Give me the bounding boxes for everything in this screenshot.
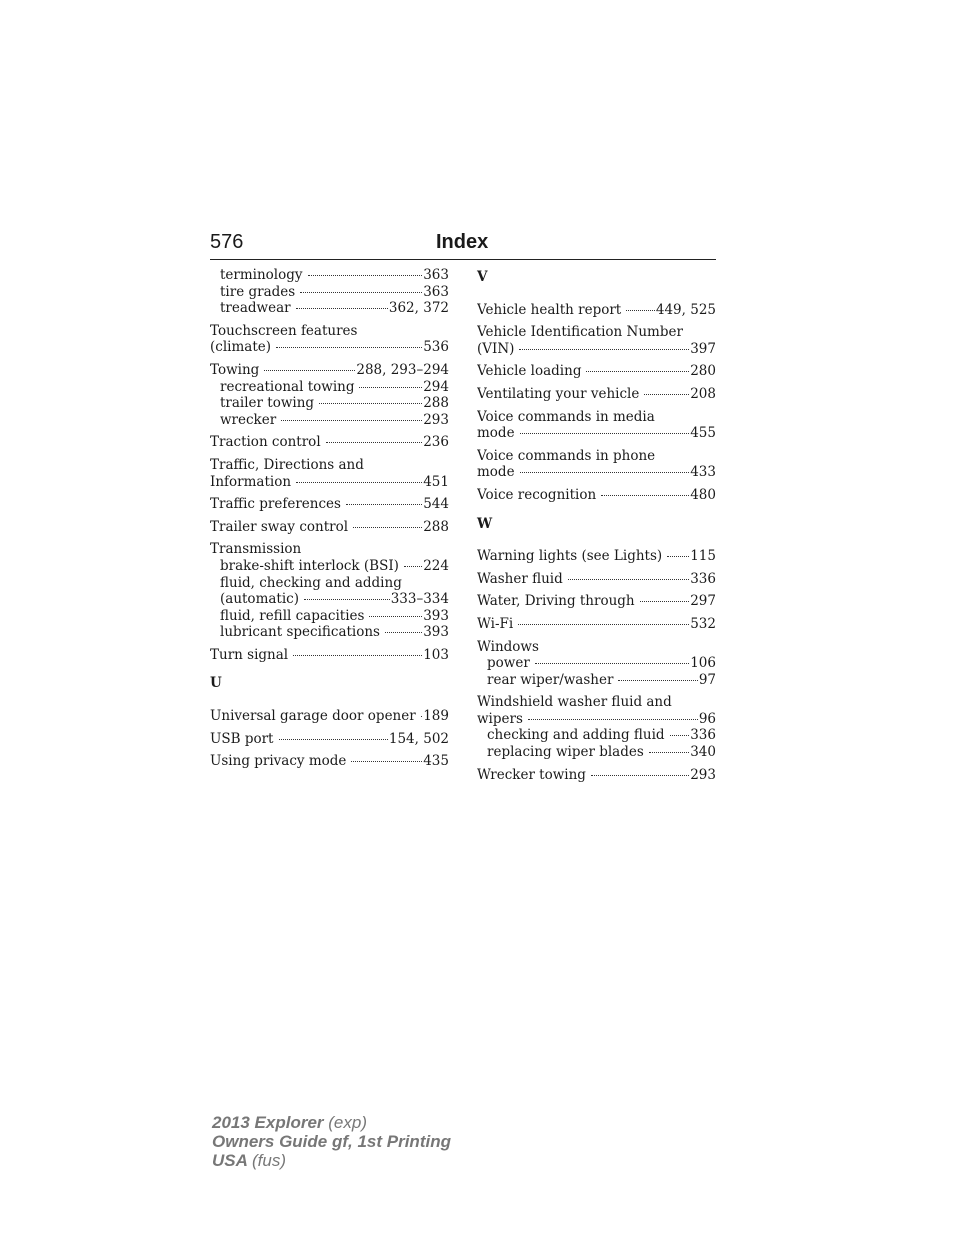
page-ref[interactable]: 544 [423,496,449,513]
page-ref[interactable]: 288, 293–294 [356,361,449,378]
page-ref[interactable]: 208 [690,385,716,402]
index-entry-usb-port: USB port 154, 502 [210,730,449,747]
index-entry-voice-phone: Voice commands in phone mode 433 [477,447,716,481]
index-entry-windshield: Windshield washer fluid and wipers 96 checking and adding fluid 336 replacing wiper blades 340 [477,694,716,761]
page-number: 576 [210,231,244,253]
index-entry-ventilating: Ventilating your vehicle 208 [477,385,716,402]
page-ref[interactable]: 293 [690,766,716,783]
page-header [210,230,716,260]
index-subentry: power 106 [487,655,716,672]
index-entry-windows: Windows power 106 rear wiper/washer 97 [477,638,716,688]
page-ref[interactable]: 336 [690,570,716,587]
page-ref[interactable]: 280 [690,363,716,380]
index-subentry: replacing wiper blades 340 [487,744,716,761]
page-ref[interactable]: 115 [690,548,716,565]
page-ref[interactable]: 433 [690,464,716,481]
page-ref[interactable]: 397 [690,340,716,357]
page-ref[interactable]: 96 [698,710,716,727]
page-ref[interactable]: 340 [690,744,716,761]
page-ref[interactable]: 288 [423,518,449,535]
index-entry-traffic-info: Traffic, Directions and Information 451 [210,456,449,490]
document-footer [212,1113,451,1170]
page-ref[interactable]: 393 [423,624,449,641]
index-subentry: treadwear 362, 372 [220,300,449,317]
index-subentry: (automatic) 333–334 [220,591,449,608]
index-entry-privacy-mode: Using privacy mode 435 [210,753,449,770]
index-entry-tires-continued [210,267,449,317]
index-subentry: fluid, refill capacities 393 [220,607,449,624]
index-subentry: brake-shift interlock (BSI) 224 [220,557,449,574]
index-subentry: trailer towing 288 [220,395,449,412]
page-ref[interactable]: 532 [690,615,716,632]
index-subentry: checking and adding fluid 336 [487,727,716,744]
page-ref[interactable]: 297 [690,593,716,610]
index-subentry: recreational towing 294 [220,378,449,395]
section-letter-w: W [477,515,493,532]
index-entry-wifi: Wi-Fi 532 [477,615,716,632]
page-ref[interactable]: 480 [690,486,716,503]
page-ref[interactable]: 451 [423,473,449,490]
footer-market-code: (fus) [252,1151,286,1170]
index-entry-trailer-sway: Trailer sway control 288 [210,518,449,535]
section-letter-u: U [210,675,222,692]
page-ref[interactable]: 189 [423,708,449,725]
page-ref[interactable]: 435 [423,753,449,770]
footer-model: 2013 Explorer [212,1113,324,1132]
index-subentry: wrecker 293 [220,411,449,428]
index-entry-vehicle-loading: Vehicle loading 280 [477,363,716,380]
index-subentry: rear wiper/washer 97 [487,671,716,688]
index-entry-wrecker-towing: Wrecker towing 293 [477,766,716,783]
page-ref[interactable]: 103 [423,646,449,663]
index-column-right [477,267,716,789]
page-ref[interactable]: 97 [698,671,716,688]
page-ref[interactable]: 455 [690,425,716,442]
index-entry-towing: Towing 288, 293–294 recreational towing 294 trailer towing 288 wrecker 293 [210,361,449,428]
index-subentry: terminology 363 [220,267,449,283]
index-entry-vehicle-health: Vehicle health report 449, 525 [477,301,716,318]
index-entry-water-driving: Water, Driving through 297 [477,593,716,610]
page-ref[interactable]: 293 [423,411,449,428]
index-subentry: lubricant specifications 393 [220,624,449,641]
index-entry-garage-door: Universal garage door opener 189 [210,708,449,725]
page-ref[interactable]: 536 [423,339,449,356]
page-ref[interactable]: 449, 525 [655,301,716,318]
index-entry-washer-fluid: Washer fluid 336 [477,570,716,587]
page-ref[interactable]: 224 [423,557,449,574]
page-ref[interactable]: 106 [690,655,716,672]
index-entry-voice-media: Voice commands in media mode 455 [477,408,716,442]
page-ref[interactable]: 363 [423,283,449,300]
index-entry-vin: Vehicle Identification Number (VIN) 397 [477,324,716,357]
footer-market: USA [212,1151,248,1170]
page-ref[interactable]: 294 [423,378,449,395]
index-entry-touchscreen: Touchscreen features (climate) 536 [210,322,449,356]
index-entry-voice-recognition: Voice recognition 480 [477,486,716,503]
index-column-left [210,267,449,776]
index-entry-traction-control: Traction control 236 [210,434,449,451]
page-ref[interactable]: 288 [423,395,449,412]
footer-model-code: (exp) [328,1113,367,1132]
section-letter-v: V [477,269,488,285]
index-entry-turn-signal: Turn signal 103 [210,646,449,663]
page-ref[interactable]: 393 [423,607,449,624]
page-title: Index [436,231,489,253]
page-ref[interactable]: 333–334 [390,591,449,608]
footer-guide: Owners Guide gf, 1st Printing [212,1132,451,1151]
index-entry-transmission: Transmission brake-shift interlock (BSI) 224 fluid, checking and adding (automatic) 333–334 fluid, refill capacities 393 lubricant specifications 393 [210,541,449,641]
index-subentry: fluid, checking and adding [220,574,402,591]
page-ref[interactable]: 236 [423,434,449,451]
index-subentry: tire grades 363 [220,283,449,300]
page-ref[interactable]: 336 [690,727,716,744]
page-ref[interactable]: 363 [423,267,449,283]
page-ref[interactable]: 154, 502 [388,730,449,747]
page-ref[interactable]: 362, 372 [388,300,449,317]
index-entry-warning-lights: Warning lights (see Lights) 115 [477,548,716,565]
index-entry-traffic-preferences: Traffic preferences 544 [210,496,449,513]
